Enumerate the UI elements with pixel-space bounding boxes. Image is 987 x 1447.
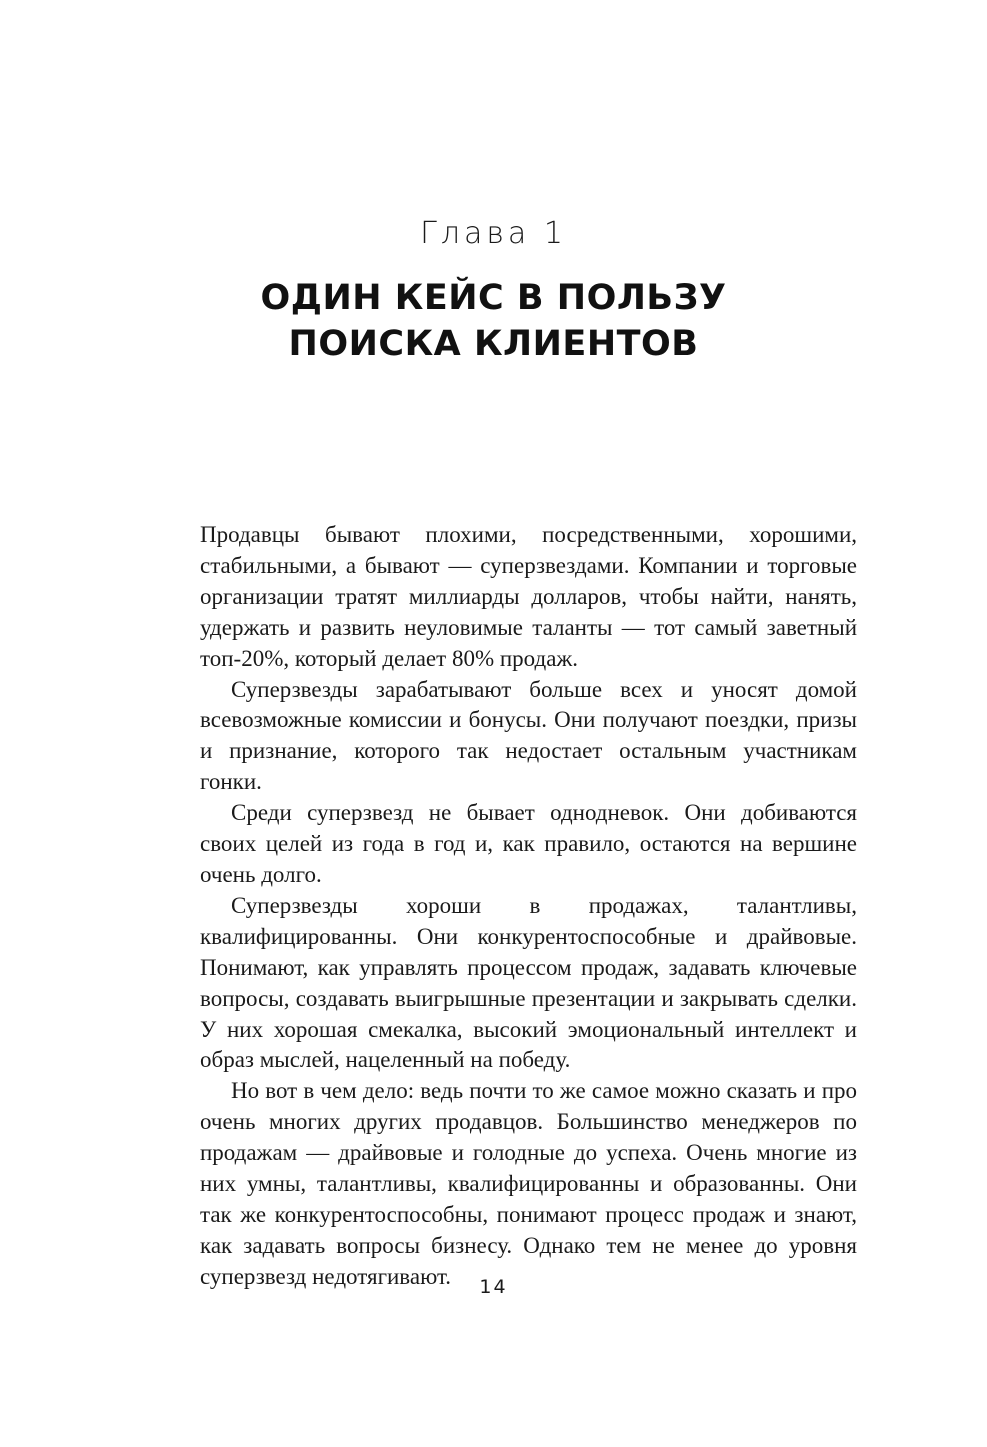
chapter-title-line-1: ОДИН КЕЙС В ПОЛЬЗУ [260, 278, 727, 318]
chapter-title-line-2: ПОИСКА КЛИЕНТОВ [288, 324, 699, 364]
paragraph-5: Но вот в чем дело: ведь почти то же самое можно сказать и про очень многих других продавцов. Большинство менеджеров по продажам — драйвовые и голодные до успеха. Очень многие из них умны, талантливы, квалифицированны и образованны. Они так же конкурентоспособны, понимают процесс продаж и знают, как задавать вопросы бизнесу. Однако тем не менее до уровня суперзвезд недотягивают. [200, 1078, 857, 1289]
paragraph-3: Среди суперзвезд не бывает однодневок. Они добиваются своих целей из года в год и, как правило, остаются на вершине очень долго. [200, 800, 857, 887]
chapter-title [0, 275, 987, 367]
page-number: 14 [479, 1276, 508, 1298]
paragraph-2: Суперзвезды зарабатывают больше всех и уносят домой всевозможные комиссии и бонусы. Они получают поездки, призы и признание, которого так недостает остальным участникам гонки. [200, 676, 857, 795]
paragraph-1: Продавцы бывают плохими, посредственными, хорошими, стабильными, а бывают — суперзвездами. Компании и торговые организации тратят миллиарды долларов, чтобы найти, нанять, удержать и развить неуловимые таланты — тот самый заветный топ-20%, который делает 80% продаж. [200, 522, 857, 671]
body-text [200, 520, 857, 1293]
paragraph-4: Суперзвезды хороши в продажах, талантливы, квалифицированны. Они конкурентоспособные и драйвовые. Понимают, как управлять процессом продаж, задавать ключевые вопросы, создавать выигрышные презентации и закрывать сделки. У них хорошая смекалка, высокий эмоциональный интеллект и образ мыслей, нацеленный на победу. [200, 892, 857, 1073]
chapter-label: Глава 1 [420, 216, 567, 251]
